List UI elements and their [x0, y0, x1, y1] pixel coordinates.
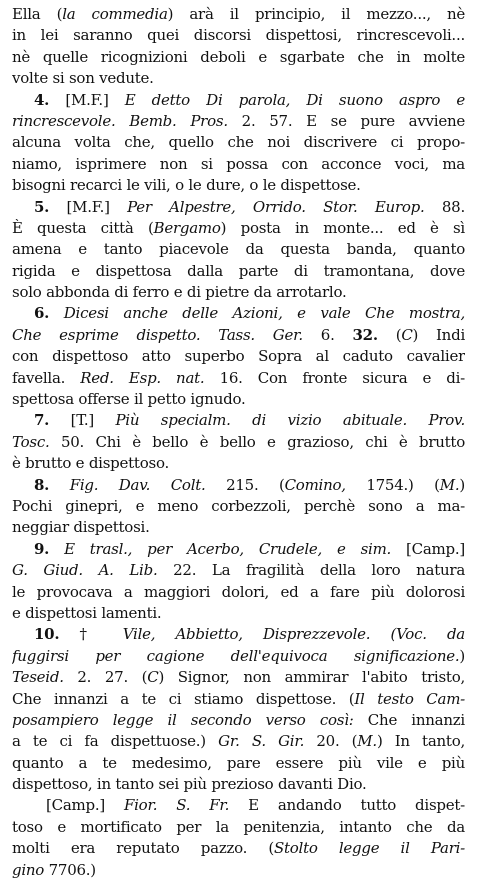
italic-run: G. Giud. A. Lib. [12, 561, 158, 580]
text-run: le provocava a maggiori dolori, ed a fare più dolorosi [12, 582, 465, 601]
quotation-paragraph [12, 4, 465, 90]
text-line [12, 689, 465, 710]
text-run: con dispettoso atto superbo Sopra al caduto cavalier [12, 347, 465, 366]
text-run: spettosa offerse il petto ignudo. [12, 390, 246, 409]
text-line [12, 646, 465, 667]
text-run: 7706.) [44, 860, 96, 879]
text-line [12, 25, 465, 46]
text-line [12, 731, 465, 752]
italic-run: E trasl., per Acerbo, Crudele, e sim. [49, 539, 392, 558]
text-line [12, 303, 465, 324]
text-line [12, 795, 465, 816]
text-run: E andando tutto dispet- [229, 796, 465, 815]
italic-run: gino [12, 860, 45, 879]
text-run: ( [377, 325, 402, 344]
sense-number: 6. [34, 304, 50, 323]
text-run: volte si son vedute. [12, 69, 154, 88]
text-run: Che innanzi [353, 710, 465, 729]
italic-run: Tosc. [12, 432, 50, 451]
text-run: 88. [424, 197, 465, 216]
sense-number: 9. [34, 539, 50, 558]
text-run: [Camp.] [391, 539, 465, 558]
italic-run: Red. Esp. nat. [80, 368, 205, 387]
sense-number: 5. [34, 197, 50, 216]
text-line [12, 710, 465, 731]
text-run: molti era reputato pazzo. ( [12, 839, 274, 858]
text-run: è brutto e dispettoso. [12, 454, 169, 473]
italic-run: Dicesi anche delle Azioni, e vale Che mostra, [49, 304, 465, 323]
italic-run: Che esprime dispetto. Tass. Ger. [12, 325, 303, 344]
text-line [12, 582, 465, 603]
text-run: ) posta in monte... ed è sì [220, 218, 465, 237]
text-run: bisogni recarci le vili, o le dure, o le dispettose. [12, 176, 361, 195]
text-run: ) [459, 475, 465, 494]
text-run: niamo, isprimere non si possa con acconce voci, ma [12, 154, 465, 173]
text-run: 6. [302, 325, 353, 344]
text-run: ) arà il principio, il mezzo..., nè [167, 5, 465, 23]
text-run: dispettoso, in tanto sei più prezioso davanti Dio. [12, 775, 367, 794]
text-run: nè quelle ricognizioni deboli e sgarbate che in molte [12, 47, 465, 66]
text-line [12, 282, 465, 303]
text-line [12, 560, 465, 581]
text-line [12, 154, 465, 175]
italic-run: Per Alpestre, Orrido. Stor. Europ. [127, 197, 425, 216]
italic-run: rincrescevole. Bemb. Pros. [12, 111, 228, 130]
text-line [12, 774, 465, 795]
text-line [12, 817, 465, 838]
italic-run: C [147, 668, 159, 687]
italic-run: la commedia [62, 5, 168, 23]
text-line [12, 132, 465, 153]
text-run: a te ci fa dispettuose.) [12, 732, 219, 751]
text-run: 50. Chi è bello è bello e grazioso, chi è brutto [49, 432, 465, 451]
text-line [12, 517, 465, 538]
text-line [12, 860, 465, 881]
sense-paragraph [12, 624, 465, 795]
sense-number: 4. [34, 90, 50, 109]
text-run: [Camp.] [46, 796, 124, 815]
text-line [12, 496, 465, 517]
text-line [12, 753, 465, 774]
italic-run: Bergamo [153, 218, 221, 237]
sense-number: 32. [352, 325, 378, 344]
text-line [12, 4, 465, 25]
sense-paragraph [12, 475, 465, 539]
sense-number: 8. [34, 475, 50, 494]
text-line [12, 624, 465, 645]
text-line [12, 111, 465, 132]
text-run: 22. La fragilità della loro natura [157, 561, 465, 580]
italic-run: M. [439, 475, 460, 494]
text-run: e dispettosi lamenti. [12, 603, 162, 622]
italic-run: posampiero legge il secondo verso così: [12, 710, 354, 729]
italic-run: E detto Di parola, Di suono aspro e [124, 90, 465, 109]
text-line [12, 218, 465, 239]
italic-run: Teseid. [12, 668, 64, 687]
italic-run: Il testo Cam- [354, 689, 465, 708]
text-line [12, 539, 465, 560]
text-run: favella. [12, 368, 81, 387]
text-run: amena e tanto piacevole da questa banda, quanto [12, 240, 465, 259]
text-line [12, 432, 465, 453]
text-run: Che innanzi a te ci stiamo dispettose. ( [12, 689, 355, 708]
text-run: alcuna volta che, quello che noi discrivere ci propo- [12, 133, 465, 152]
text-run: [T.] [49, 411, 116, 430]
text-line [12, 475, 465, 496]
text-run: neggiar dispettosi. [12, 518, 150, 537]
text-line [12, 603, 465, 624]
italic-run: Più specialm. di vizio abituale. Prov. [115, 411, 465, 430]
text-line [12, 410, 465, 431]
text-line [12, 325, 465, 346]
italic-run: C [401, 325, 413, 344]
text-line [12, 838, 465, 859]
entry-text-column [12, 4, 465, 881]
italic-run: fuggirsi per cagione dell'equivoca significazione. [12, 646, 460, 665]
text-run: 2. 27. ( [63, 668, 148, 687]
sense-number: 10. [34, 625, 60, 644]
text-line [12, 389, 465, 410]
text-run: 1754.) ( [345, 475, 440, 494]
sense-paragraph [12, 410, 465, 474]
italic-run: Gr. S. Gir. [218, 732, 305, 751]
text-run: Pochi ginepri, e meno corbezzoli, perchè sono a ma- [12, 496, 465, 515]
text-line [12, 346, 465, 367]
text-run: quanto a te medesimo, pare essere più vile e più [12, 753, 465, 772]
text-line [12, 368, 465, 389]
text-run: [M.F.] [49, 197, 128, 216]
text-run: 2. 57. E se pure avviene [227, 111, 465, 130]
text-run: † [59, 625, 123, 644]
text-run: 16. Con fronte sicura e di- [204, 368, 465, 387]
italic-run: Comino, [284, 475, 346, 494]
text-run: Ella ( [12, 5, 63, 23]
italic-run: Stolto legge il Pari- [273, 839, 465, 858]
text-line [12, 47, 465, 68]
text-run: solo abbonda di ferro e di pietre da arrotarlo. [12, 283, 347, 302]
text-run [49, 476, 70, 494]
text-line [12, 197, 465, 218]
text-line [12, 90, 465, 111]
text-run: toso e mortificato per la penitenzia, intanto che da [12, 817, 465, 836]
italic-run: M. [357, 732, 377, 751]
text-run: [M.F.] [49, 90, 125, 109]
text-run: ) In tanto, [376, 732, 465, 751]
text-line [12, 261, 465, 282]
text-line [12, 667, 465, 688]
sense-number: 7. [34, 411, 50, 430]
text-run: ) [459, 646, 465, 665]
text-run: rigida e dispettosa dalla parte di tramontana, dove [12, 261, 465, 280]
italic-run: Fig. Dav. Colt. [69, 475, 206, 494]
text-line [12, 68, 465, 89]
text-run: in lei saranno quei discorsi dispettosi, rincrescevoli... [12, 26, 465, 45]
text-run: ) Signor, non ammirar l'abito tristo, [158, 668, 465, 687]
text-line [12, 239, 465, 260]
sense-paragraph [12, 197, 465, 304]
sense-paragraph [12, 90, 465, 197]
sense-paragraph [12, 795, 465, 881]
text-run: È questa città ( [12, 218, 154, 237]
text-run: 215. ( [205, 475, 285, 494]
text-run: 20. ( [304, 732, 358, 751]
sense-paragraph [12, 539, 465, 625]
sense-paragraph [12, 303, 465, 410]
text-line [12, 175, 465, 196]
text-line [12, 453, 465, 474]
text-run: ) Indi [412, 325, 465, 344]
italic-run: Vile, Abbietto, Disprezzevole. (Voc. da [122, 625, 465, 644]
italic-run: Fior. S. Fr. [123, 796, 230, 815]
